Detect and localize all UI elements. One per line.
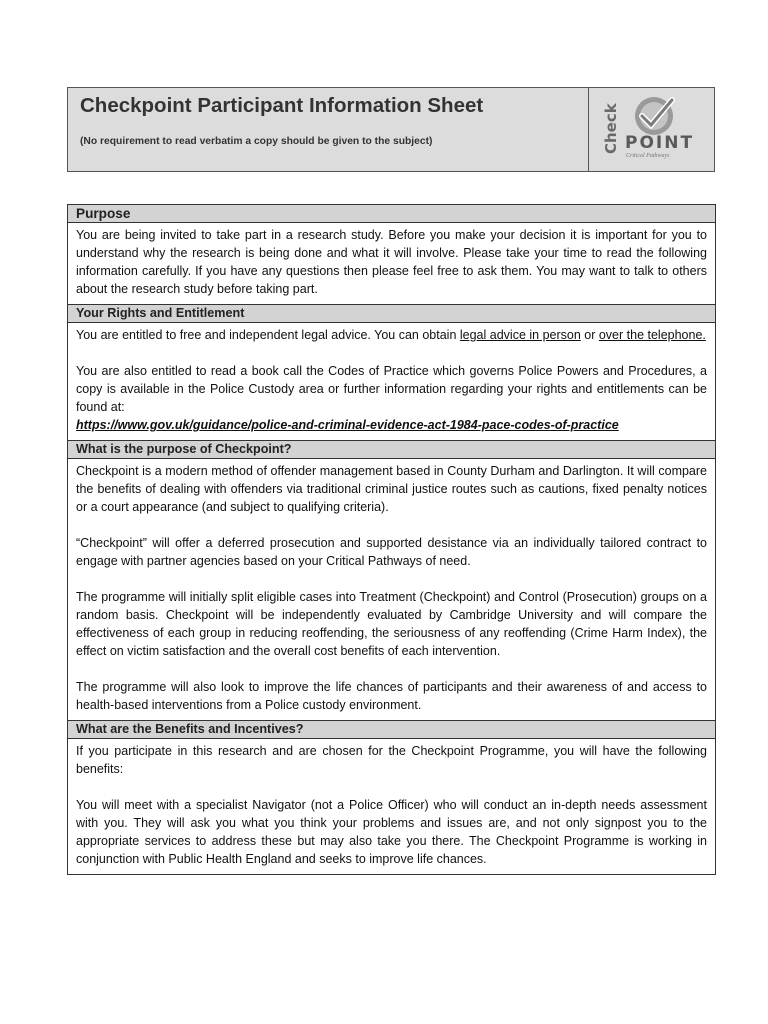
legal-advice-in-person-link[interactable]: legal advice in person <box>459 328 581 342</box>
rights-paragraph-1 <box>76 326 707 344</box>
rights-p1-mid: or <box>580 328 599 342</box>
pace-codes-url-link[interactable]: https://www.gov.uk/guidance/police-and-criminal-evidence-act-1984-pace-codes-of-practice <box>76 418 619 432</box>
info-table <box>67 204 716 875</box>
section-heading-purpose: Purpose <box>68 205 715 223</box>
section-body-checkpoint <box>68 459 715 720</box>
check-text-logo <box>598 98 626 156</box>
rights-p1-prefix: You are entitled to free and independent legal advice. You can obtain <box>76 328 460 342</box>
header-box <box>67 87 715 172</box>
checkpoint-paragraph-1: Checkpoint is a modern method of offender management based in County Durham and Darlington. It will compare the benefits of dealing with offenders via traditional criminal justice routes such as cautions, fixed penalty notices or a court appearance (and subject to qualifying criteria). <box>76 464 707 514</box>
rights-p2-text: You are also entitled to read a book call the Codes of Practice which governs Police Powers and Procedures, a copy is available in the Police Custody area or further information regarding your rights and entitlements can be found at: <box>76 364 707 414</box>
logo-point-text: POINT <box>625 133 695 153</box>
checkpoint-paragraph-4: The programme will also look to improve the life chances of participants and their awareness of and access to health-based interventions from a Police custody environment. <box>76 680 707 712</box>
page-subtitle: (No requirement to read verbatim a copy should be given to the subject) <box>80 136 433 147</box>
section-body-benefits <box>68 739 715 874</box>
page-title: Checkpoint Participant Information Sheet <box>80 94 484 117</box>
section-body-purpose <box>68 223 715 304</box>
checkpoint-paragraph-3: The programme will initially split eligible cases into Treatment (Checkpoint) and Control (Prosecution) groups on a random basis. Checkpoint will be independently evaluated by Cambridge University and will compare the effectiveness of each group in reducing reoffending, the seriousness of any reoffending (Crime Harm Index), the effect on victim satisfaction and the overall cost benefits of each intervention. <box>76 590 707 658</box>
section-heading-benefits: What are the Benefits and Incentives? <box>68 720 715 739</box>
checkmark-icon <box>632 94 676 138</box>
logo-check-text: Check <box>602 103 620 154</box>
section-body-rights <box>68 323 715 440</box>
section-heading-rights: Your Rights and Entitlement <box>68 304 715 323</box>
rights-paragraph-2 <box>76 362 707 434</box>
logo-tagline: Critical Pathways <box>626 153 670 159</box>
purpose-text: You are being invited to take part in a research study. Before you make your decision it is important for you to understand why the research is being done and what it will involve. Please take your time to read the following information carefully. If you have any questions then please feel free to ask them. You may want to talk to others about the research study before taking part. <box>76 228 707 296</box>
benefits-paragraph-2: You will meet with a specialist Navigator (not a Police Officer) who will conduct an in-depth needs assessment with you. They will ask you what you think your problems and issues are, and not only signpost you to the appropriate services to address these but may also take you there. The Checkpoint Programme is working in conjunction with Public Health England and seeks to improve life chances. <box>76 798 707 866</box>
checkpoint-logo <box>598 92 710 168</box>
benefits-paragraph-1: If you participate in this research and are chosen for the Checkpoint Programme, you will have the following benefits: <box>76 744 707 776</box>
header-divider <box>588 88 589 171</box>
legal-advice-telephone-link[interactable]: over the telephone. <box>598 328 706 342</box>
section-heading-checkpoint: What is the purpose of Checkpoint? <box>68 440 715 459</box>
checkpoint-paragraph-2: “Checkpoint” will offer a deferred prosecution and supported desistance via an individually tailored contract to engage with partner agencies based on your Critical Pathways of need. <box>76 536 707 568</box>
